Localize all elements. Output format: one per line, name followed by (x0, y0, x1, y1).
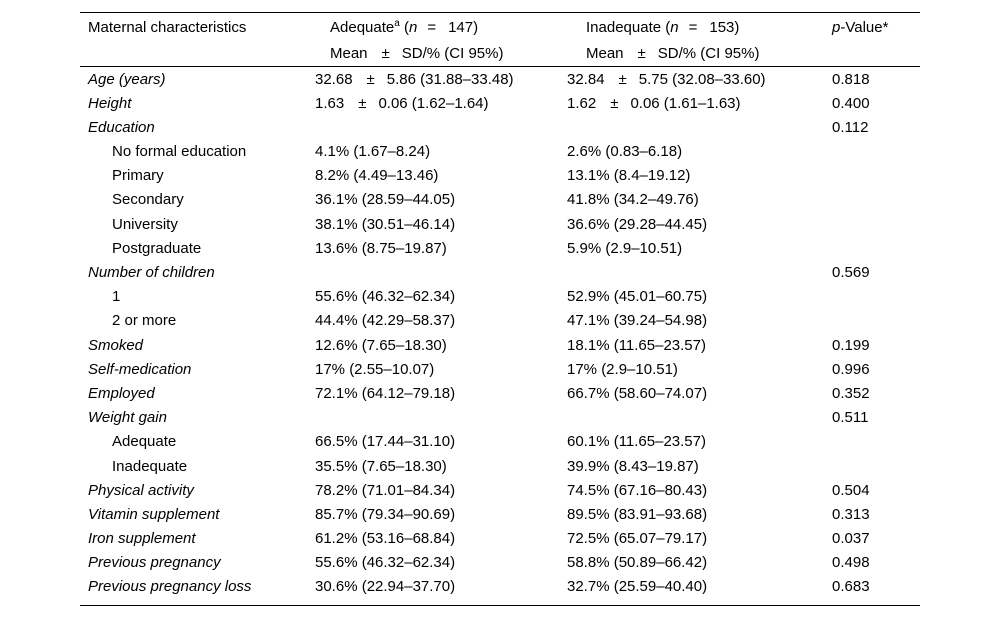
cell-adequate: 38.1% (30.51–46.14) (315, 215, 456, 233)
cell-p-value (816, 309, 920, 333)
row-label: 1 (112, 288, 121, 306)
header-adequate-eq: = (427, 19, 437, 36)
cell-p-value: 0.112 (832, 118, 869, 136)
table-body (80, 67, 920, 600)
row-label: Number of children (88, 264, 215, 281)
cell-p-value (816, 454, 920, 478)
row-label: Height (88, 94, 132, 112)
cell-inadequate: 18.1% (11.65–23.57) (567, 336, 706, 354)
header-subhead-adequate (312, 40, 564, 67)
cell-adequate: 4.1% (1.67–8.24) (315, 143, 431, 161)
row-label: Physical activity (88, 481, 194, 499)
inadequate-sd: 5.75 (32.08–33.60) (638, 70, 766, 88)
cell-p-value: 0.352 (832, 384, 870, 402)
table-row (80, 140, 920, 164)
cell-inadequate: 72.5% (65.07–79.17) (567, 530, 708, 548)
table-row (80, 527, 920, 551)
cell-p-value: 0.400 (832, 94, 870, 112)
cell-p-value: 0.996 (832, 360, 870, 378)
cell-inadequate: 36.6% (29.28–44.45) (567, 215, 708, 233)
header-inadequate-eq: = (688, 19, 698, 36)
cell-inadequate: 5.9% (2.9–10.51) (567, 239, 683, 257)
table-row (80, 285, 920, 309)
row-label: Previous pregnancy (88, 554, 221, 572)
row-label: Self-medication (88, 360, 192, 378)
header-adequate-mean: Mean (330, 45, 368, 62)
cell-p-value (816, 212, 920, 236)
row-label: University (112, 215, 178, 233)
row-label: Iron supplement (88, 530, 196, 548)
cell-adequate (312, 261, 564, 285)
header-adequate-n-value: 147 (448, 19, 474, 36)
inadequate-sd: 0.06 (1.61–1.63) (630, 94, 741, 112)
adequate-sd: 5.86 (31.88–33.48) (386, 70, 514, 88)
maternal-characteristics-table (80, 12, 920, 606)
table-row (80, 67, 920, 92)
inadequate-pm: ± (610, 94, 619, 112)
header-group-adequate (312, 13, 564, 40)
cell-adequate: 55.6% (46.32–62.34) (315, 554, 456, 572)
header-adequate-label: Adequate (330, 19, 395, 36)
header-adequate-footnote-marker: a (394, 18, 400, 29)
cell-inadequate: 52.9% (45.01–60.75) (567, 288, 708, 306)
cell-adequate: 8.2% (4.49–13.46) (315, 167, 439, 185)
cell-adequate: 13.6% (8.75–19.87) (315, 239, 447, 257)
table-row (80, 164, 920, 188)
header-p-value-rest: -Value* (840, 19, 889, 36)
cell-inadequate: 32.7% (25.59–40.40) (567, 578, 708, 596)
table-row (80, 261, 920, 285)
header-inadequate-mean: Mean (586, 45, 624, 62)
cell-p-value: 0.511 (832, 409, 869, 427)
cell-adequate: 66.5% (17.44–31.10) (315, 433, 456, 451)
cell-inadequate: 47.1% (39.24–54.98) (567, 312, 708, 330)
cell-p-value: 0.569 (832, 264, 870, 281)
header-adequate-sd: SD/% (CI 95%) (401, 45, 504, 62)
table-row (80, 188, 920, 212)
table-row (80, 91, 920, 115)
table-row (80, 406, 920, 430)
header-p-value: p-Value* (832, 19, 889, 36)
cell-adequate: 36.1% (28.59–44.05) (315, 191, 456, 209)
header-subhead-blank-p (816, 40, 920, 67)
table-container (80, 0, 920, 606)
row-label: Education (88, 118, 155, 136)
cell-p-value (816, 188, 920, 212)
cell-p-value (816, 236, 920, 260)
table-row (80, 502, 920, 526)
row-label: Age (years) (88, 70, 166, 88)
header-subhead-inadequate (564, 40, 816, 67)
header-inadequate-n: (n = 153) (665, 19, 740, 36)
table-row (80, 115, 920, 139)
header-inadequate-n-value: 153 (709, 19, 735, 36)
cell-inadequate: 89.5% (83.91–93.68) (567, 505, 708, 523)
inadequate-mean: 32.84 (567, 70, 605, 88)
cell-adequate (312, 91, 564, 115)
cell-adequate (312, 115, 564, 139)
cell-inadequate: 41.8% (34.2–49.76) (567, 191, 699, 209)
cell-inadequate: 17% (2.9–10.51) (567, 360, 678, 378)
cell-p-value: 0.683 (832, 578, 870, 596)
header-group-inadequate (564, 13, 816, 40)
table-row (80, 212, 920, 236)
inadequate-pm: ± (618, 70, 627, 88)
table-header (80, 13, 920, 67)
cell-p-value: 0.199 (832, 336, 870, 354)
cell-p-value (816, 430, 920, 454)
table-row (80, 309, 920, 333)
header-row-subheads (80, 40, 920, 67)
cell-inadequate (564, 67, 816, 92)
header-subhead-blank (80, 40, 312, 67)
adequate-pm: ± (366, 70, 375, 88)
row-label: Primary (112, 167, 164, 185)
cell-inadequate: 74.5% (67.16–80.43) (567, 481, 708, 499)
inadequate-mean: 1.62 (567, 94, 597, 112)
table-row (80, 478, 920, 502)
adequate-mean: 1.63 (315, 94, 345, 112)
cell-p-value (816, 140, 920, 164)
header-maternal-characteristics: Maternal characteristics (88, 19, 247, 36)
cell-inadequate: 66.7% (58.60–74.07) (567, 384, 708, 402)
table-row (80, 381, 920, 405)
row-label: Inadequate (112, 457, 188, 475)
bottom-rule (80, 605, 920, 606)
cell-p-value: 0.818 (832, 70, 870, 88)
cell-p-value (816, 285, 920, 309)
table-row (80, 551, 920, 575)
row-label: No formal education (112, 143, 247, 161)
cell-inadequate (564, 91, 816, 115)
cell-adequate: 44.4% (42.29–58.37) (315, 312, 456, 330)
table-row (80, 430, 920, 454)
cell-p-value: 0.037 (832, 530, 870, 548)
cell-adequate: 12.6% (7.65–18.30) (315, 336, 447, 354)
cell-inadequate: 60.1% (11.65–23.57) (567, 433, 706, 451)
row-label: Postgraduate (112, 239, 202, 257)
cell-adequate: 61.2% (53.16–68.84) (315, 530, 456, 548)
header-adequate-n-symbol: n (408, 19, 418, 36)
row-label: Previous pregnancy loss (88, 578, 252, 596)
cell-inadequate (564, 115, 816, 139)
cell-adequate (312, 67, 564, 92)
cell-p-value (816, 164, 920, 188)
cell-p-value: 0.498 (832, 554, 870, 572)
adequate-sd: 0.06 (1.62–1.64) (378, 94, 489, 112)
table-row (80, 357, 920, 381)
cell-adequate: 72.1% (64.12–79.18) (315, 384, 456, 402)
cell-inadequate (564, 406, 816, 430)
header-adequate-n: (n = 147) (403, 19, 479, 36)
cell-inadequate: 39.9% (8.43–19.87) (567, 457, 699, 475)
cell-p-value: 0.313 (832, 505, 870, 523)
cell-adequate: 30.6% (22.94–37.70) (315, 578, 456, 596)
table-row (80, 454, 920, 478)
adequate-mean: 32.68 (315, 70, 353, 88)
cell-inadequate: 58.8% (50.89–66.42) (567, 554, 708, 572)
table-row (80, 333, 920, 357)
cell-adequate: 35.5% (7.65–18.30) (315, 457, 447, 475)
table-row (80, 575, 920, 599)
row-label: Employed (88, 384, 155, 402)
adequate-pm: ± (358, 94, 367, 112)
header-inadequate-n-symbol: n (670, 19, 679, 36)
table-row (80, 236, 920, 260)
cell-adequate: 17% (2.55–10.07) (315, 360, 435, 378)
cell-p-value: 0.504 (832, 481, 870, 499)
row-label: 2 or more (112, 312, 177, 330)
header-inadequate-sd: SD/% (CI 95%) (657, 45, 760, 62)
table-footer (80, 599, 920, 606)
cell-adequate: 55.6% (46.32–62.34) (315, 288, 456, 306)
header-inadequate-label: Inadequate (586, 19, 662, 36)
cell-adequate (312, 406, 564, 430)
cell-adequate: 85.7% (79.34–90.69) (315, 505, 456, 523)
cell-inadequate (564, 261, 816, 285)
header-adequate-pm: ± (381, 45, 390, 62)
cell-inadequate: 13.1% (8.4–19.12) (567, 167, 691, 185)
row-label: Adequate (112, 433, 177, 451)
cell-adequate: 78.2% (71.01–84.34) (315, 481, 456, 499)
row-label: Secondary (112, 191, 184, 209)
row-label: Smoked (88, 336, 144, 354)
row-label: Weight gain (88, 409, 167, 427)
header-row-groups (80, 13, 920, 40)
cell-inadequate: 2.6% (0.83–6.18) (567, 143, 683, 161)
row-label: Vitamin supplement (88, 505, 220, 523)
header-inadequate-pm: ± (637, 45, 646, 62)
